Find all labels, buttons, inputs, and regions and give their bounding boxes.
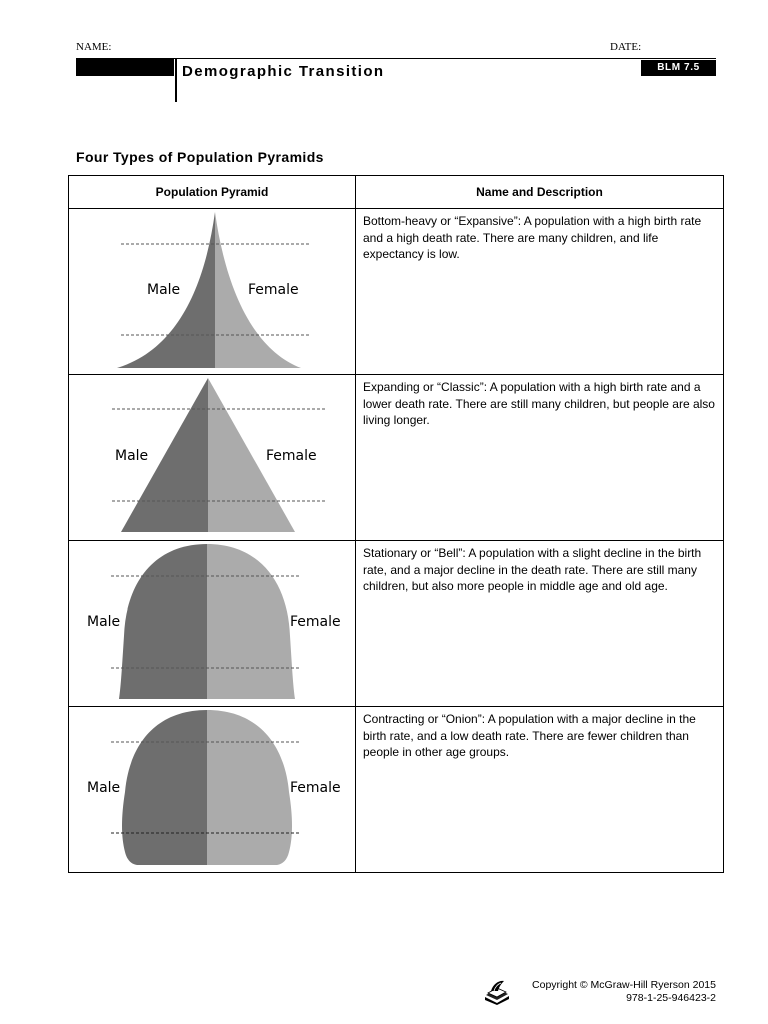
pyramid-cell [69, 541, 356, 707]
female-half [207, 544, 295, 699]
table-row-onion [69, 707, 724, 873]
female-label: Female [266, 448, 317, 464]
name-label: NAME: [76, 41, 112, 53]
publisher-logo-icon [482, 978, 512, 1006]
date-label: DATE: [610, 41, 642, 53]
expansive-pyramid-diagram [69, 209, 355, 370]
column-header-description: Name and Description [356, 176, 724, 209]
female-label: Female [290, 614, 341, 630]
male-half [122, 710, 207, 865]
document-title: Demographic Transition [182, 63, 385, 80]
table-row-expansive [69, 209, 724, 375]
header-black-bar [76, 59, 174, 76]
female-half [207, 710, 292, 865]
copyright-block [516, 979, 716, 1005]
male-label: Male [87, 614, 121, 630]
isbn-text: 978-1-25-946423-2 [626, 992, 716, 1004]
table-row-classic [69, 375, 724, 541]
section-heading: Four Types of Population Pyramids [76, 149, 324, 165]
pyramid-cell [69, 209, 356, 375]
female-label: Female [290, 780, 341, 796]
classic-pyramid-diagram [69, 375, 355, 536]
copyright-text: Copyright © McGraw-Hill Ryerson 2015 [532, 979, 716, 991]
pyramid-table [68, 175, 724, 873]
description-cell: Stationary or “Bell”: A population with a slight decline in the birth rate, and a major decline in the death rate. There are still many children, but also more people in middle age and old age. [356, 541, 724, 707]
male-label: Male [115, 448, 149, 464]
description-cell: Bottom-heavy or “Expansive”: A population with a high birth rate and a high death rate. There are many children, and life expectancy is low. [356, 209, 724, 375]
male-label: Male [87, 780, 121, 796]
male-half [119, 544, 207, 699]
pyramid-cell [69, 707, 356, 873]
description-cell: Contracting or “Onion”: A population with a major decline in the birth rate, and a low death rate. There are fewer children than people in other age groups. [356, 707, 724, 873]
blm-badge: BLM 7.5 [641, 60, 716, 76]
onion-pyramid-diagram [69, 707, 355, 868]
table-header-row [69, 176, 724, 209]
female-label: Female [248, 282, 299, 298]
bell-pyramid-diagram [69, 541, 355, 702]
pyramid-cell [69, 375, 356, 541]
male-label: Male [147, 282, 181, 298]
description-cell: Expanding or “Classic”: A population with a high birth rate and a lower death rate. There are still many children, but people are also living longer. [356, 375, 724, 541]
column-header-pyramid: Population Pyramid [69, 176, 356, 209]
table-row-bell [69, 541, 724, 707]
header-vertical-rule [175, 59, 177, 102]
